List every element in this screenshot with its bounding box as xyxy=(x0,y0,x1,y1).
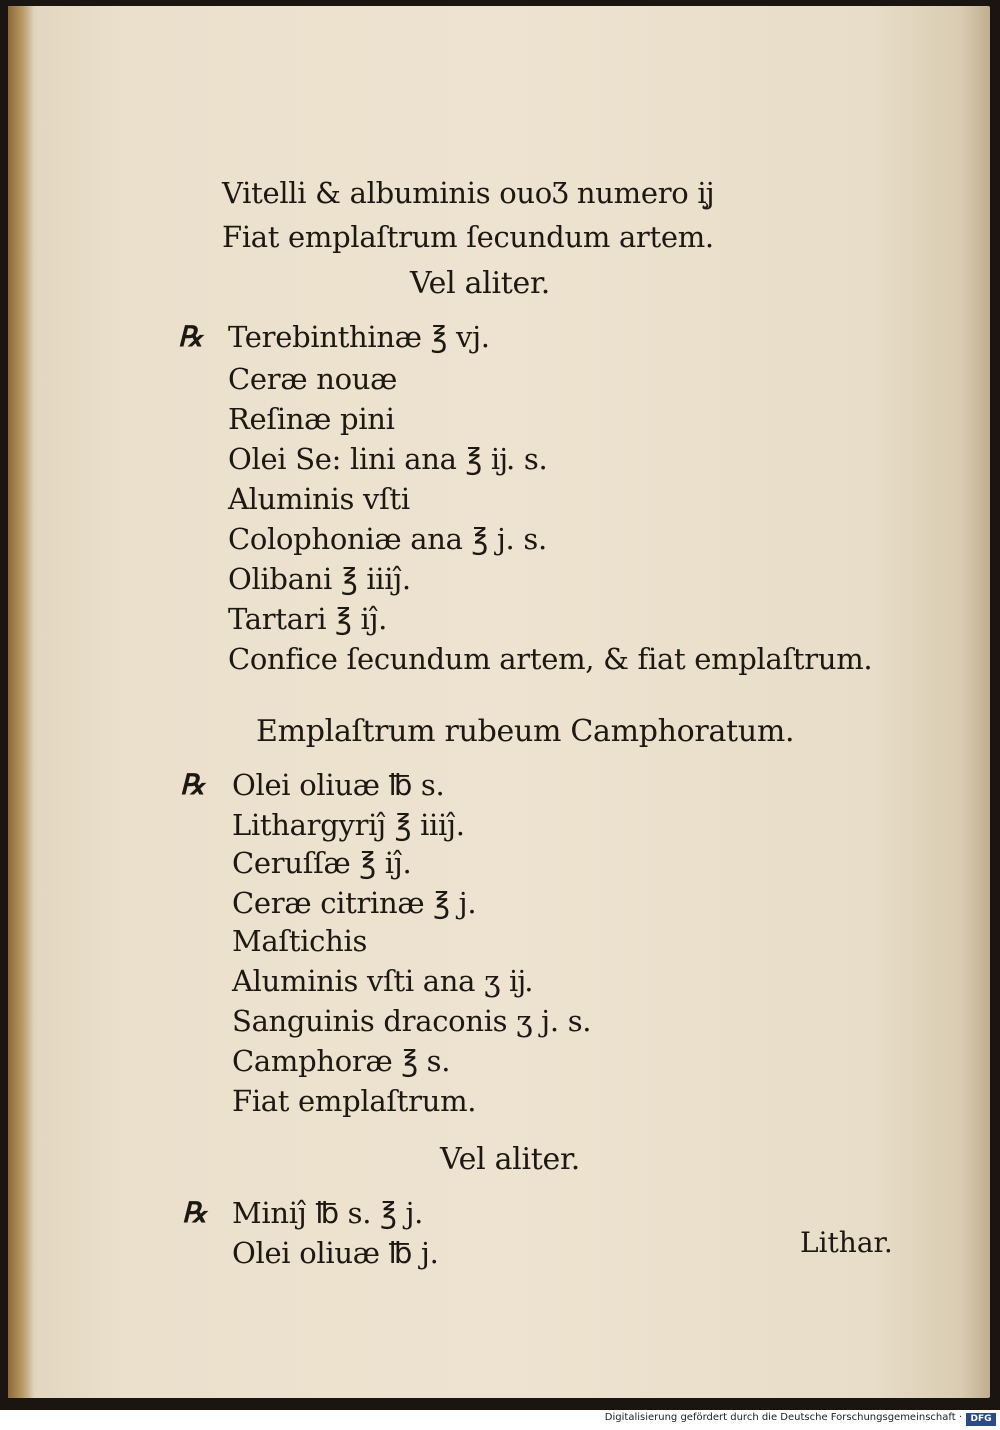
text-line-2: Fiat emplaſtrum ſecundum artem. xyxy=(222,220,714,254)
recipe-symbol: ℞ xyxy=(182,1196,208,1229)
text-line-25: Olei oliuæ ℔ j. xyxy=(232,1236,439,1270)
section-heading-vel-aliter-2: Vel aliter. xyxy=(440,1142,580,1177)
text-line-6: Reſinæ pini xyxy=(228,402,395,436)
text-line-12: Confice ſecundum artem, & fiat emplaſtrum. xyxy=(228,642,873,676)
text-line-17: Ceræ citrinæ ℥ j. xyxy=(232,886,477,920)
text-line-1: Vitelli & albuminis ouoƷ numero ĳ̧ xyxy=(222,176,713,210)
text-line-7: Olei Se: lini ana ℥ ĳ. s. xyxy=(228,442,548,476)
text-line-14: Olei oliuæ ℔ s. xyxy=(232,768,445,802)
recipe-symbol: ℞ xyxy=(178,320,204,353)
text-line-9: Colophoniæ ana ℥ j. s. xyxy=(228,522,547,556)
text-line-15: Lithargyriĵ ℥ iiiĵ. xyxy=(232,808,465,842)
recipe-symbol: ℞ xyxy=(180,768,206,801)
text-line-10: Olibani ℥ iiiĵ. xyxy=(228,562,411,596)
text-line-16: Ceruſſæ ℥ iĵ. xyxy=(232,846,412,880)
book-page xyxy=(8,6,990,1398)
text-line-24: Miniĵ ℔ s. ℥ j. xyxy=(232,1196,424,1230)
text-line-5: Ceræ nouæ xyxy=(228,362,398,396)
text-line-19: Aluminis vſti ana ʒ ĳ. xyxy=(232,964,534,998)
footer-credit: Digitalisierung gefördert durch die Deutsche Forschungsgemeinschaft · xyxy=(604,1412,962,1423)
text-line-22: Fiat emplaſtrum. xyxy=(232,1084,477,1118)
catchword: Lithar. xyxy=(800,1226,893,1259)
text-line-21: Camphoræ ℥ s. xyxy=(232,1044,451,1078)
dfg-logo: DFG xyxy=(966,1413,996,1426)
section-heading-vel-aliter: Vel aliter. xyxy=(410,266,550,301)
text-line-11: Tartari ℥ iĵ. xyxy=(228,602,388,636)
section-heading-camphoratum: Emplaſtrum rubeum Camphoratum. xyxy=(256,714,795,749)
text-line-4: Terebinthinæ ℥ vj. xyxy=(228,320,490,354)
text-line-8: Aluminis vſti xyxy=(228,482,410,516)
text-line-20: Sanguinis draconis ʒ j. s. xyxy=(232,1004,592,1038)
text-line-18: Maſtichis xyxy=(232,924,368,958)
page-binding-edge xyxy=(8,6,34,1398)
